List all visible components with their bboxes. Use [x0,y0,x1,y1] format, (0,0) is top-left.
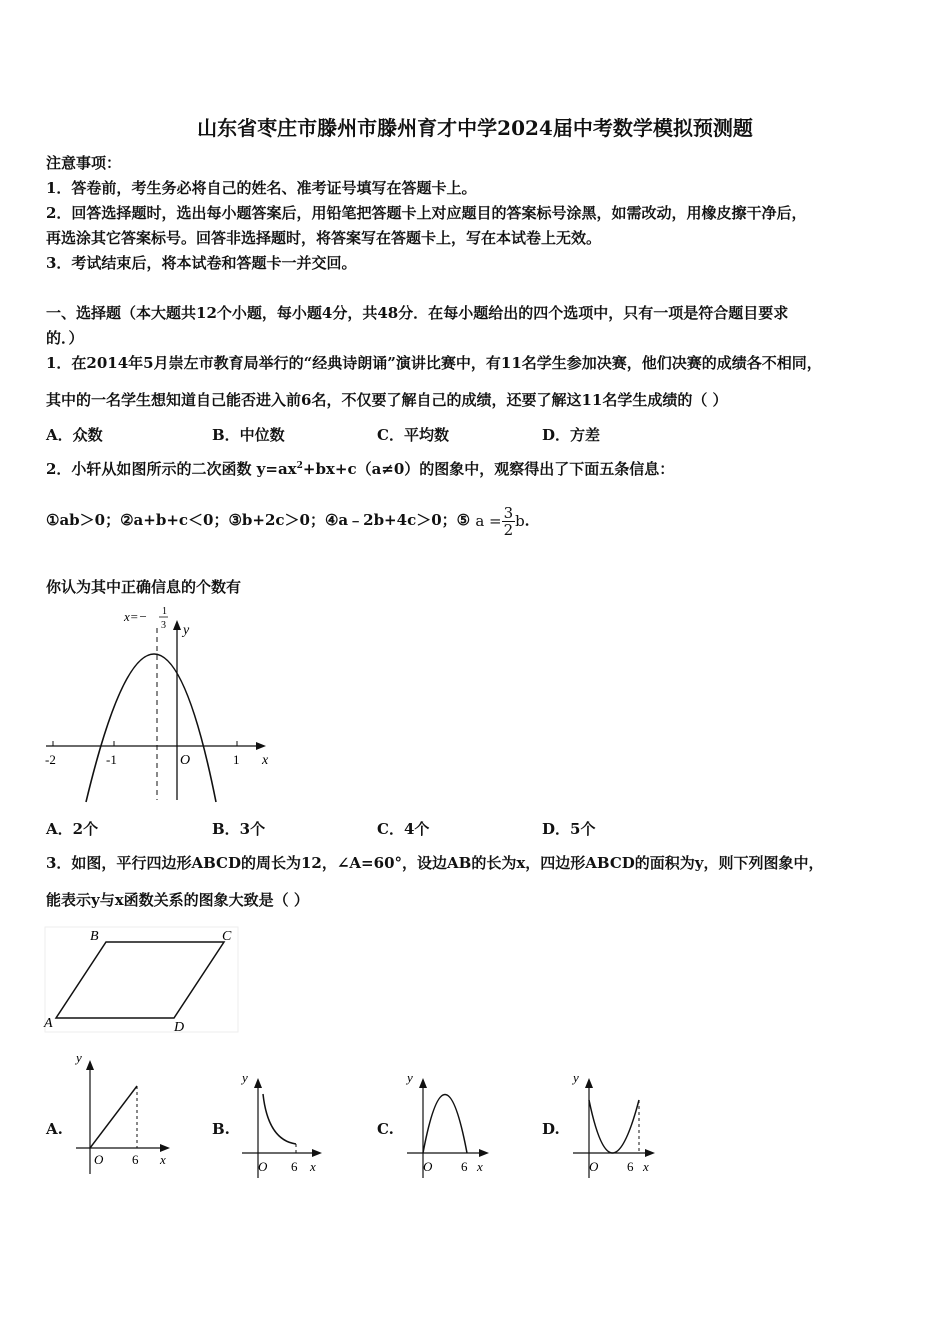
formula-numerator: 3 [503,503,514,522]
graph-option-b[interactable] [238,1070,328,1182]
x-axis-arrow [479,1149,489,1157]
formula-end: ． [524,511,540,529]
notice-item: 1．答卷前，考生务必将自己的姓名、准考证号填写在答题卡上。 [46,179,477,197]
notice-item: 3．考试结束后，将本试卷和答题卡一并交回。 [46,254,357,272]
vertex-label: D [174,1020,185,1035]
six-label: 6 [627,1159,634,1174]
u-curve [589,1100,639,1153]
y-label: y [407,1070,413,1085]
tick-label: -2 [45,752,56,767]
q3-option-c[interactable]: C. [377,1120,394,1138]
q2-info [46,500,540,541]
parallelogram-shape [56,942,224,1018]
origin-label: O [258,1159,268,1174]
notice-item: 再选涂其它答案标号。回答非选择题时，将答案写在答题卡上，写在本试卷上无效。 [46,229,602,247]
six-label: 6 [291,1159,298,1174]
x-label: x [310,1159,316,1174]
parabola-curve [86,654,216,802]
y-axis-arrow [254,1078,262,1088]
arch-curve [423,1095,467,1154]
parallelogram-figure [42,924,242,1036]
notice-item: 2．回答选择题时，选出每小题答案后，用铅笔把答题卡上对应题目的答案标号涂黑，如需改动，用橡皮擦干净后， [46,204,807,222]
q1-stem-cont: 其中的一名学生想知道自己能否进入前6名，不仅要了解自己的成绩，还要了解这11名学生成绩的（ ） [46,391,728,409]
vertex-label: C [222,929,232,944]
q1-option-c[interactable]: C．平均数 [377,426,449,444]
q2-exponent: 2 [296,461,303,471]
y-axis-label: y [183,623,190,638]
graph-option-a[interactable] [72,1050,176,1182]
origin-label: O [589,1159,599,1174]
section-heading: 一、选择题（本大题共12个小题，每小题4分，共48分．在每小题给出的四个选项中，只有一项是符合题目要求 [46,304,789,322]
graph-option-d[interactable] [569,1070,661,1182]
vertex-label: A [44,1016,53,1031]
six-label: 6 [132,1152,139,1167]
q3-option-a[interactable]: A. [46,1120,63,1138]
graph-option-c[interactable] [403,1070,495,1182]
page-title: 山东省枣庄市滕州市滕州育才中学2024届中考数学模拟预测题 [197,116,753,140]
q2-option-a[interactable]: A．2个 [46,820,99,838]
section-heading-cont: 的．） [46,329,84,347]
symmetry-frac-den: 3 [161,620,166,631]
y-axis-arrow [419,1078,427,1088]
q1-option-d[interactable]: D．方差 [542,426,601,444]
x-label: x [160,1152,166,1167]
x-axis-arrow [312,1149,322,1157]
parabola-graph [40,604,280,804]
linear-curve [90,1086,137,1148]
y-axis-arrow [173,620,181,630]
origin-label: O [180,753,191,768]
formula-denominator: 2 [503,520,514,539]
x-label: x [477,1159,483,1174]
formula-lhs: a = [475,512,502,530]
formula-rhs: b [515,512,525,530]
q1-option-b[interactable]: B．中位数 [212,426,285,444]
vertex-label: B [90,929,99,944]
q2-stem [46,458,674,479]
q2-option-b[interactable]: B．3个 [212,820,266,838]
tick-label: 1 [233,752,240,767]
x-axis-label: x [262,753,269,768]
y-axis-arrow [86,1060,94,1070]
symmetry-label: x=− [124,609,148,624]
q3-stem-cont: 能表示y与x函数关系的图象大致是（ ） [46,891,309,909]
q1-option-a[interactable]: A．众数 [46,426,103,444]
q1-stem: 1．在2014年5月崇左市教育局举行的“经典诗朗诵”演讲比赛中，有11名学生参加决赛，他们决赛的成绩各不相同， [46,354,822,372]
q2-stem-part: 2．小轩从如图所示的二次函数 y=ax [46,460,297,478]
x-axis-arrow [645,1149,655,1157]
q2-prompt: 你认为其中正确信息的个数有 [46,578,242,596]
y-axis-arrow [585,1078,593,1088]
q2-option-d[interactable]: D．5个 [542,820,596,838]
decreasing-curve [263,1094,296,1144]
q3-stem: 3．如图，平行四边形ABCD的周长为12，∠A=60°，设边AB的长为x，四边形ABCD的面积为y，则下列图象中， [46,854,824,872]
q2-stem-part: +bx+c（a≠0）的图象中，观察得出了下面五条信息： [302,460,675,478]
origin-label: O [423,1159,433,1174]
tick-label: -1 [106,752,117,767]
symmetry-frac-num: 1 [162,606,167,617]
x-axis-arrow [256,742,266,750]
q3-option-b[interactable]: B. [212,1120,230,1138]
y-label: y [76,1050,82,1065]
q2-option-c[interactable]: C．4个 [377,820,430,838]
six-label: 6 [461,1159,468,1174]
notice-heading: 注意事项： [46,154,122,172]
q2-info-text: ①ab＞0；②a+b+c＜0；③b+2c＞0；④a﹣2b+4c＞0；⑤ [46,511,471,529]
x-label: x [643,1159,649,1174]
origin-label: O [94,1152,104,1167]
x-axis-arrow [160,1144,170,1152]
y-label: y [573,1070,579,1085]
y-label: y [242,1070,248,1085]
formula-fraction [502,505,516,538]
q3-option-d[interactable]: D. [542,1120,560,1138]
